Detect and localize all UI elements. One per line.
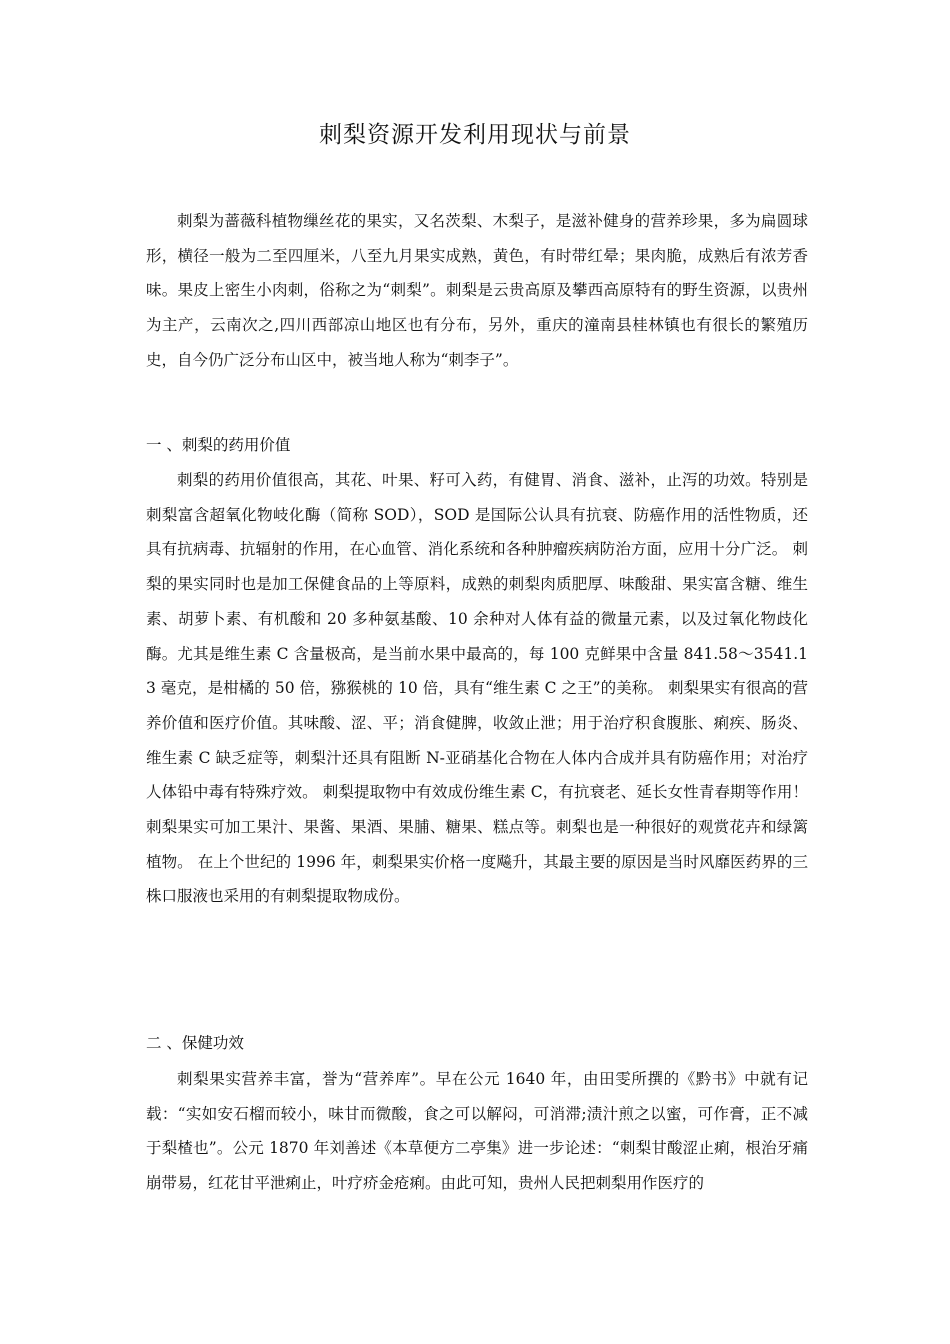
intro-paragraph: 刺梨为蔷薇科植物缫丝花的果实，又名茨梨、木梨子，是滋补健身的营养珍果，多为扁圆球形，横径一般为二至四厘米，八至九月果实成熟，黄色，有时带红晕；果肉脆，成熟后有浓芳香味。果皮上密生小肉刺，俗称之为“刺梨”。刺梨是云贵高原及攀西高原特有的野生资源，以贵州为主产，云南次之,四川西部凉山地区也有分布，另外，重庆的潼南县桂林镇也有很长的繁殖历史，自今仍广泛分布山区中，被当地人称为“刺李子”。 (146, 212, 808, 369)
section-heading-medicinal-value: 一 、刺梨的药用价值 (146, 436, 291, 454)
section-body-medicinal-value: 刺梨的药用价值很高，其花、叶果、籽可入药，有健胃、消食、滋补，止泻的功效。特别是刺梨富含超氧化物岐化酶（简称 SOD），SOD 是国际公认具有抗衰、防癌作用的活性物质，还具有抗病毒、抗辐射的作用，在心血管、消化系统和各种肿瘤疾病防治方面，应用十分广泛。 刺梨的果实同时也是加工保健食品的上等原料，成熟的刺梨肉质肥厚、味酸甜、果实富含糖、维生素、胡萝卜素、有机酸和 20 多种氨基酸、10 余种对人体有益的微量元素，以及过氧化物歧化酶。尤其是维生素 C 含量极高，是当前水果中最高的，每 100 克鲜果中含量 841.58～3541.13 毫克，是柑橘的 50 倍，猕猴桃的 10 倍，具有“维生素 C 之王”的美称。 刺梨果实有很高的营养价值和医疗价值。其味酸、涩、平；消食健脾，收敛止泄；用于治疗积食腹胀、痢疾、肠炎、维生素 C 缺乏症等，刺梨汁还具有阻断 N-亚硝基化合物在人体内合成并具有防癌作用；对治疗人体铅中毒有特殊疗效。 刺梨提取物中有效成份维生素 C，有抗衰老、延长女性青春期等作用！ 刺梨果实可加工果汁、果酱、果酒、果脯、糖果、糕点等。刺梨也是一种很好的观赏花卉和绿篱植物。 在上个世纪的 1996 年，刺梨果实价格一度飚升，其最主要的原因是当时风靡医药界的三株口服液也采用的有刺梨提取物成份。 (146, 471, 808, 906)
section-heading-health-benefits: 二 、保健功效 (146, 1034, 244, 1052)
section-body-health-benefits: 刺梨果实营养丰富，誉为“营养库”。早在公元 1640 年，由田雯所撰的《黔书》中就有记载：“实如安石榴而较小，味甘而微酸，食之可以解闷，可消滞;渍汁煎之以蜜，可作膏，正不减于梨楂也”。公元 1870 年刘善述《本草便方二亭集》进一步论述：“刺梨甘酸涩止痢，根治牙痛崩带易，红花甘平泄痢止，叶疗疥金疮痢。由此可知，贵州人民把刺梨用作医疗的 (146, 1070, 808, 1193)
document-title: 刺梨资源开发利用现状与前景 (319, 122, 631, 148)
